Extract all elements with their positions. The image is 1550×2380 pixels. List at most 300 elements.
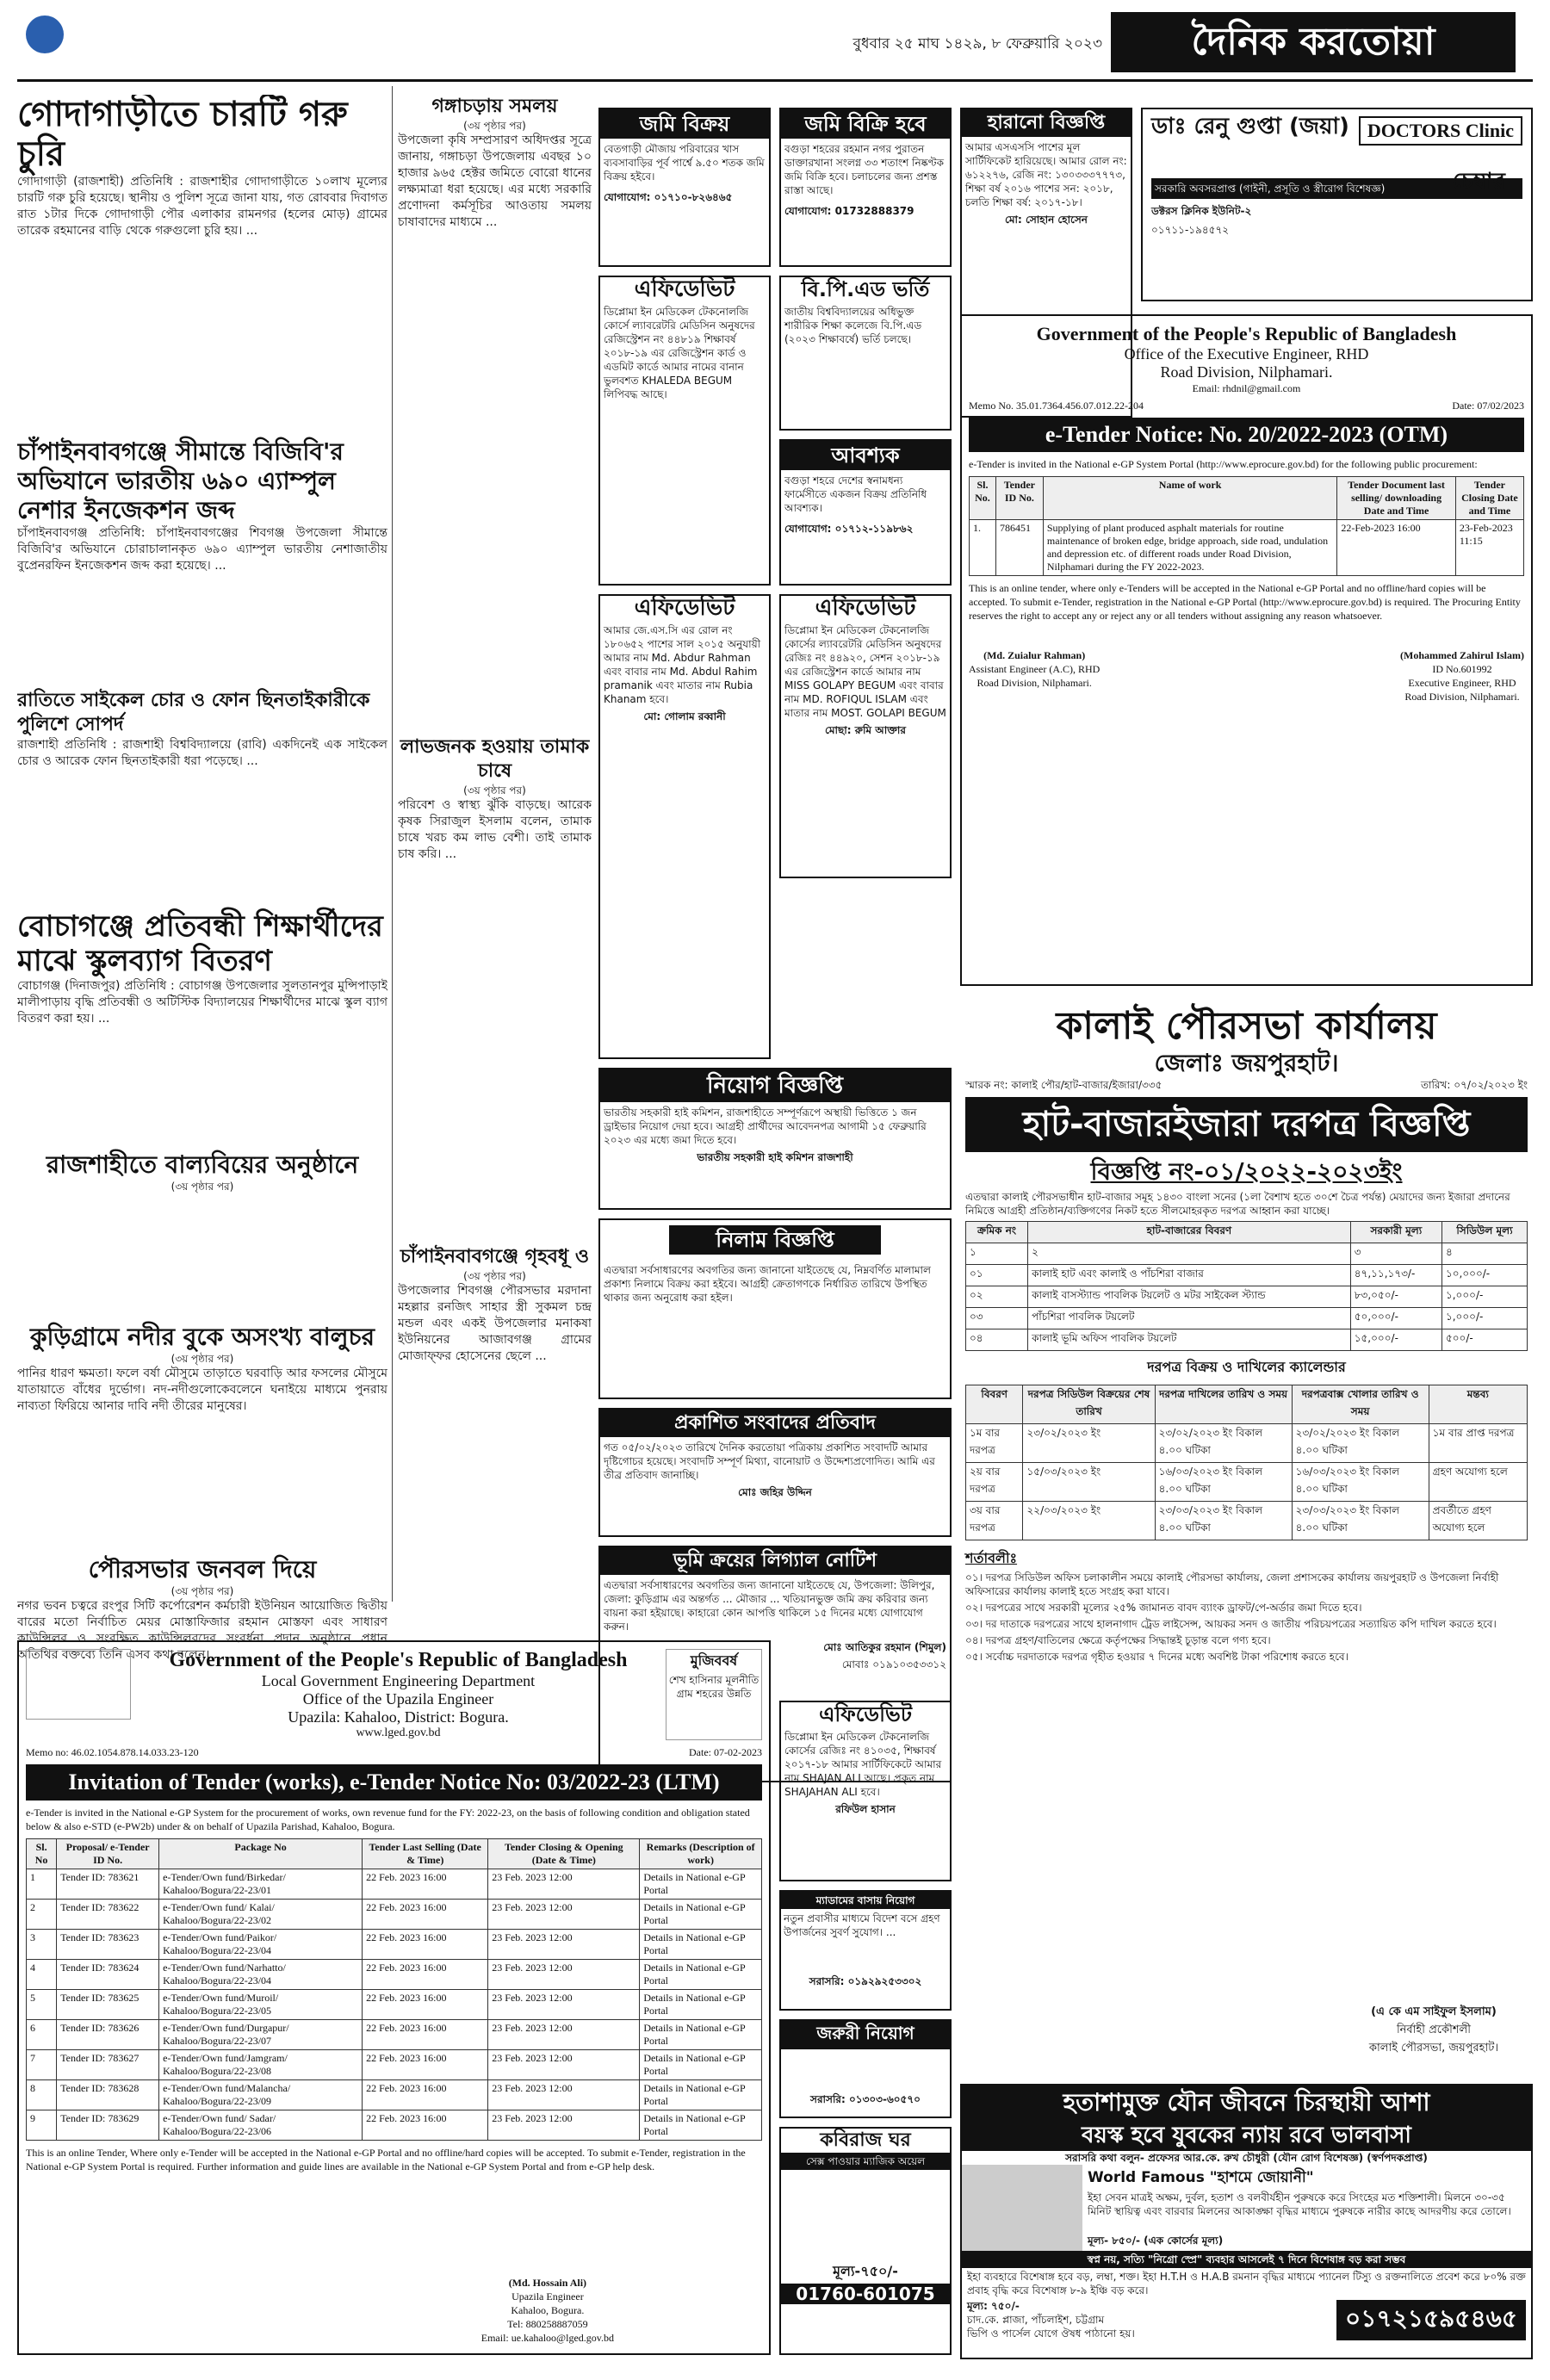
rhd-signer-1-name: (Md. Zuialur Rahman) [983, 649, 1086, 661]
ad-body: এতদ্বারা সর্বসাধারণের অবগতির জন্য জানানো যাইতেছে যে, উপজেলা: উলিপুর, জেলা: কুড়িগ্রাম এর অন্তর্গত ... মৌজার ... খতিয়ানভুক্ত জমি ক্রয় করিবার জন্য বায়না করা হইয়াছে। কাহারো কোন আপত্তি থাকিলে ১৫ দিনের মধ্যে যোগাযোগ করুন। [604, 1579, 935, 1633]
rhd-signer-1-office: Road Division, Nilphamari. [976, 677, 1092, 689]
headline-child-marriage: রাজশাহীতে বাল্যবিয়ের অনুষ্ঠানে [46, 1150, 359, 1179]
ad-phone: 01760-601075 [781, 2284, 950, 2304]
product-name: World Famous "হাশমে জোয়ানী" [1088, 2169, 1314, 2186]
ad-headline: হতাশামুক্ত যৌন জীবনে চিরস্থায়ী আশা [962, 2086, 1531, 2120]
ad-signer: মো: সোহান হোসেন [1005, 214, 1088, 226]
rhd-intro: e-Tender is invited in the National e-GP System Portal (http://www.eprocure.gov.bd) for the following public procurement: [969, 458, 1478, 470]
rhd-gov: Government of the People's Republic of Bangladesh [1036, 323, 1457, 344]
kalai-calendar-cell: ৩য় বার দরপত্র [966, 1502, 1023, 1540]
kalai-market-cell: ৪ [1442, 1243, 1527, 1265]
table-row [966, 1329, 1528, 1351]
table-row [966, 1308, 1528, 1329]
kalai-notice-no: বিজ্ঞপ্তি নং-০১/২০২২-২০২৩ইং [1090, 1157, 1403, 1186]
continuation-note: (৩য় পৃষ্ঠার পর) [463, 1270, 526, 1282]
lged-cell: e-Tender/Own fund/Paikor/ Kahaloo/Bogura/22-23/04 [159, 1930, 363, 1960]
headline-bochaganj: বোচাগঞ্জে প্রতিবন্ধী শিক্ষার্থীদের মাঝে স্কুলব্যাগ বিতরণ [17, 909, 383, 978]
kalai-term-item: ০২। দরপত্রের সাথে সরকারী মূল্যের ২৫% জামানত বাবদ ব্যাংক ড্রাফট/পে-অর্ডার জমা দিতে হবে। [965, 1602, 1362, 1614]
lged-cell: Tender ID: 783626 [57, 2020, 159, 2050]
ad-band: স্বপ্ন নয়, সত্যি "নিগ্রো স্প্রে" ব্যবহার আসলেই ৭ দিনে বিশেষাঙ্গ বড় করা সম্ভব [962, 2251, 1531, 2268]
lged-cell: Details in National e-GP Portal [640, 2080, 762, 2110]
rhd-cell: 786451 [995, 520, 1043, 576]
ad-body: ডিপ্লোমা ইন মেডিকেল টেকনোলজি কোর্সে ল্যাবরেটরি মেডিসিন অনুষদের রেজিস্ট্রেশন নং ৪৪৮১৯ শিক্ষাবর্ষ ২০১৮-১৯ এর রেজিস্ট্রেশন কার্ড ও এডমিট কার্ডে আমার নামের বানান ভুলবশত KHALEDA BEGUM লিপিবদ্ধ আছে। [604, 306, 755, 400]
lged-cell: e-Tender/Own fund/Jamgram/ Kahaloo/Bogura/22-23/08 [159, 2050, 363, 2080]
kalai-terms-title: শর্তাবলীঃ [965, 1550, 1018, 1566]
ad-affidavit-golapy [779, 594, 952, 878]
column-news-2 [398, 95, 592, 1602]
ad-phone: যোগাযোগ: ০১৭১২-১১৯৮৬২ [784, 523, 914, 535]
kalai-calendar-cell: প্রবর্তীতে গ্রহণ অযোগ্য হলে [1429, 1502, 1527, 1540]
notice-kalai-lease [960, 999, 1533, 2075]
ad-title: জমি বিক্রয় [600, 109, 769, 139]
ad-signer: মোঃ আতিকুর রহমান (শিমুল) [823, 1641, 946, 1653]
lged-cell: 23 Feb. 2023 12:00 [488, 1960, 640, 1990]
kalai-calendar-cell: ২৩/০২/২০২৩ ইং [1023, 1424, 1155, 1463]
lged-tender-table [26, 1838, 762, 2141]
lged-cell: 22 Feb. 2023 16:00 [363, 2080, 488, 2110]
table-row [27, 2020, 762, 2050]
kalai-calendar-cell: ২৩/০৩/২০২৩ ইং বিকাল ৪.০০ ঘটিকা [1155, 1502, 1292, 1540]
lged-header-cell: Package No [159, 1839, 363, 1869]
table-row [27, 1990, 762, 2020]
lged-office: Office of the Upazila Engineer [302, 1690, 494, 1708]
kalai-banner: হাট-বাজারইজারা দরপত্র বিজ্ঞপ্তি [965, 1097, 1528, 1152]
rhd-header-cell: Tender Closing Date and Time [1455, 477, 1523, 520]
rhd-header-cell: Tender ID No. [995, 477, 1043, 520]
rhd-header-cell: Name of work [1043, 477, 1337, 520]
ad-land-sale [598, 108, 771, 267]
ad-title: হারানো বিজ্ঞপ্তি [962, 109, 1131, 137]
kalai-calendar-cell: ১ম বার প্রাপ্ত দরপত্র [1429, 1424, 1527, 1463]
kalai-signer-role: নির্বাহী প্রকৌশলী [1396, 2024, 1471, 2036]
lged-cell: e-Tender/Own fund/Muroil/ Kahaloo/Bogura/22-23/05 [159, 1990, 363, 2020]
kalai-calendar-cell: ১৬/০৩/২০২৩ ইং বিকাল ৪.০০ ঘটিকা [1292, 1463, 1429, 1502]
ad-affidavit-shajahan [779, 1701, 952, 1881]
ad-body: আমার জে.এস.সি এর রোল নং ১৮০৬৫২ পাশের সাল ২০১৫ অনুযায়ী আমার নাম Md. Abdur Rahman এবং বাবার নাম Md. Abdul Rahim pramanik এবং মাতার নাম Rubia Khanam হবে। [604, 624, 761, 705]
ad-phone: সরাসরি: ০১৯২৯২৫৩৩০২ [809, 1975, 922, 1987]
table-row [966, 1286, 1528, 1308]
header-divider [17, 79, 1533, 82]
spray-phone: ০১৭২১৫৯৫৪৬৫ [1336, 2300, 1526, 2340]
lged-email: Email: ue.kahaloo@lged.gov.bd [480, 2332, 614, 2344]
lged-footer: This is an online Tender, Where only e-Tender will be accepted in the National e-GP Portal and no offline/hard copies will be accepted. To submit e-Tender, registration in the National e-GP System Portal is required. Further information and guide lines are available in the National e-GP System Portal and from e-GP help desk. [26, 2147, 746, 2172]
kalai-calendar-header-cell: মন্তব্য [1429, 1385, 1527, 1424]
ad-price: মূল্য-৭৫০/- [833, 2263, 898, 2279]
lged-cell: Tender ID: 783622 [57, 1900, 159, 1930]
lged-memo: Memo no: 46.02.1054.878.14.033.23-120 [26, 1746, 199, 1758]
lged-cell: Tender ID: 783621 [57, 1869, 159, 1900]
article-gangachara-body: উপজেলা কৃষি সম্প্রসারণ অধিদপ্তর সূত্রে জানায়, গঙ্গাচড়া উপজেলায় এবছর ১০ হাজার ৯৬৫ হেক্টর জমিতে বোরো ধানের লক্ষ্যমাত্রা ধরা হয়েছে। এর মধ্যে সরকারি প্রণোদনা কর্মসূচির আওতায় সমলয় চাষাবাদের মাধ্যমে ... [398, 133, 592, 229]
lged-cell: e-Tender/Own fund/ Sadar/ Kahaloo/Bogura/22-23/06 [159, 2110, 363, 2141]
notice-recruitment [598, 1068, 952, 1210]
doctor-specialty: সরকারি অবসরপ্রাপ্ত (গাইনী, প্রসূতি ও স্ত্রীরোগ বিশেষজ্ঞ) [1151, 178, 1522, 199]
kalai-market-cell: ৮৩,০৫০/- [1350, 1286, 1442, 1308]
lged-cell: 23 Feb. 2023 12:00 [488, 1900, 640, 1930]
table-row [27, 1930, 762, 1960]
article-tobacco-body: পরিবেশ ও স্বাস্থ্য ঝুঁকি বাড়ছে। আরেক কৃষক সিরাজুল ইসলাম বলেন, তামাক চাষে খরচ কম লাভ বেশী। তাই তামাক চাষ করি। ... [398, 798, 592, 861]
article-godagari-body: গোদাগাড়ী (রাজশাহী) প্রতিনিধি : রাজশাহীর গোদাগাড়ীতে ১০লাখ মূল্যের চারটি গরু চুরি হয়েছে। স্থানীয় ও পুলিশ সূত্রে জানা যায়, গত রোববার দিবাগত রাত ১টার দিকে গোদাগাড়ী পৌর এলাকার রামনগর (হলের মোড়) গ্রামের তারেক রহমানের বাড়ি থেকে গরুগুলো চুরি হয়। ... [17, 175, 388, 238]
ad-title: নিলাম বিজ্ঞপ্তি [669, 1225, 881, 1255]
kalai-term-item: ০৩। দর দাতাকে দরপত্রের সাথে হালনাগাদ ট্রেড লাইসেন্স, আয়কর সনদ ও জাতীয় পরিচয়পত্রের সত্যায়িত কপি দাখিল করতে হবে। [965, 1618, 1497, 1630]
table-row [27, 2110, 762, 2141]
rhd-email: Email: rhdnil@gmail.com [1192, 382, 1301, 394]
kalai-market-cell: ৫০০/- [1442, 1329, 1527, 1351]
lged-cell: 22 Feb. 2023 16:00 [363, 1869, 488, 1900]
lged-notice-title: Invitation of Tender (works), e-Tender Notice No: 03/2022-23 (LTM) [26, 1764, 762, 1800]
ad-phone: যোগাযোগ: 01732888379 [784, 205, 914, 217]
lged-cell: Tender ID: 783625 [57, 1990, 159, 2020]
lged-cell: 4 [27, 1960, 57, 1990]
lged-cell: 23 Feb. 2023 12:00 [488, 1930, 640, 1960]
rhd-cell: Supplying of plant produced asphalt materials for routine maintenance of broken edge, bridge approach, side road, undulation and depression etc. of different roads under Road Division, Nilphamari during the FY 2022-2023. [1043, 520, 1337, 576]
kalai-date: তারিখ: ০৭/০২/২০২৩ ইং [1421, 1079, 1528, 1091]
kalai-market-cell: ৩ [1350, 1243, 1442, 1265]
headline-godagari: গোদাগাড়ীতে চারটি গরু চুরি [17, 95, 348, 174]
ad-body: ডিপ্লোমা ইন মেডিকেল টেকনোলজি কোর্সের ল্যাবরেটরি মেডিসিন অনুষদের রেজিঃ নং ৪৪৯২০, সেশন ২০১৮-১৯ এর রেজিস্ট্রেশন কার্ডে আমার নাম MISS GOLAPY BEGUM এবং বাবার নাম MD. ROFIQUL ISLAM এবং মাতার নাম MOST. GOLAPI BEGUM [784, 624, 946, 719]
lged-cell: 6 [27, 2020, 57, 2050]
kalai-market-cell: ১০,০০০/- [1442, 1265, 1527, 1286]
kalai-term-item: ০৫। সর্বোচ্চ দরদাতাকে দরপত্র গৃহীত হওয়ার ৭ দিনের মধ্যে অবশিষ্ট টাকা পরিশোধ করতে হবে। [965, 1651, 1348, 1663]
lged-cell: 1 [27, 1869, 57, 1900]
kalai-calendar-cell: ২য় বার দরপত্র [966, 1463, 1023, 1502]
kalai-market-cell: ৪৭,১১,১৭৩/- [1350, 1265, 1442, 1286]
ad-land-sale-2 [779, 108, 952, 267]
lged-cell: Details in National e-GP Portal [640, 2050, 762, 2080]
ad-title: আবশ্যক [781, 441, 950, 470]
lged-cell: 22 Feb. 2023 16:00 [363, 1990, 488, 2020]
kalai-market-table [965, 1221, 1528, 1351]
doctor-phone: ০১৭১১-১৯৪৫৭২ [1151, 224, 1230, 236]
kalai-memo: স্মারক নং: কালাই পৌর/হাট-বাজার/ইজারা/৩৩৫ [965, 1079, 1162, 1091]
table-row [966, 1463, 1528, 1502]
table-row [27, 1900, 762, 1930]
article-housewife-body: উপজেলার শিবগঞ্জ পৌরসভার মরদানা মহল্লার রনজিৎ সাহার স্ত্রী সুকমল চন্দ্র মন্ডল এবং একই উপজেলার মনাকষা ইউনিয়নের আজাবগঞ্জ গ্রামের মোজাফ্ফর হোসেনের ছেলে ... [398, 1284, 592, 1363]
article-bgb-body: চাঁপাইনবাবগঞ্জ প্রতিনিধি: চাঁপাইনবাবগঞ্জের শিবগঞ্জ উপজেলা সীমান্তে বিজিবি'র অভিযানে চোরাচালানকৃত ৬৯০ এ্যাম্পুল ভারতীয় নেশাজাতীয় বুপ্রেনরফিন ইনজেকশন জব্দ করা হয়েছে। ... [17, 526, 388, 573]
lged-header-cell: Tender Closing & Opening (Date & Time) [488, 1839, 640, 1869]
kalai-market-cell: কালাই বাসস্ট্যান্ড পাবলিক টয়লেট ও মটর সাইকেল স্ট্যান্ড [1028, 1286, 1351, 1308]
ad-signer: মোঃ জহির উদ্দিন [738, 1486, 812, 1498]
kalai-signer-office: কালাই পৌরসভা, জয়পুরহাট। [1368, 2042, 1498, 2055]
spray-description: ইহা ব্যবহারে বিশেষাঙ্গ হবে বড়, লম্বা, শক্ত। ইহা H.T.H ও H.A.B রমনান বৃদ্ধির মাধ্যমে প্যানেল টিস্যু ও রক্তনালিতে প্রবেশ করে ৮০% রক্ত প্রবাহ বৃদ্ধি করে বিশেষাঙ্গ ৮-৯ ইঞ্চি বড় করে। [967, 2271, 1526, 2296]
kalai-market-cell: ২ [1028, 1243, 1351, 1265]
kalai-signer-name: (এ কে এম সাইফুল ইসলাম) [1371, 2005, 1497, 2018]
ad-title: ম্যাডামের বাসায় নিয়োগ [781, 1892, 950, 1909]
kalai-market-cell: ০২ [966, 1286, 1028, 1308]
ad-phone: সরাসরি: ০১৩০৩-৬০৫৭০ [810, 2093, 921, 2105]
spray-price: মূল্য: ৭৫০/- [967, 2300, 1020, 2312]
kalai-market-header-cell: হাট-বাজারের বিবরণ [1028, 1222, 1351, 1243]
rhd-cell: 1. [970, 520, 996, 576]
article-bochaganj-body: বোচাগঞ্জ (দিনাজপুর) প্রতিনিধি : বোচাগঞ্জ উপজেলার সুলতানপুর মুন্সিপাড়াই মালীপাড়ায় বৃদ্ধি প্রতিবন্ধী ও অটিস্টিক বিদ্যালয়ের শিক্ষার্থীদের মাঝে স্কুল ব্যাগ বিতরণ করা হয়। ... [17, 979, 388, 1026]
ad-signer: মো: গোলাম রব্বানী [643, 710, 726, 722]
kalai-calendar-header-cell: দরপত্র দাখিলের তারিখ ও সময় [1155, 1385, 1292, 1424]
kalai-calendar-cell: ২৩/০২/২০২৩ ইং বিকাল ৪.০০ ঘটিকা [1155, 1424, 1292, 1463]
product-description: ইহা সেবন মাত্রই অক্ষম, দুর্বল, হতাশ ও বলবীর্যহীন পুরুষকে করে সিংহের মত শক্তিশালী। মিলনে ৩০-৩৫ মিনিট স্থায়িত্ব এবং বারবার মিলনের আকাঙ্ক্ষা বৃদ্ধির মাধ্যমে পুরুষকে নারীর কাছে আদরণীয় করে তোলে। [1088, 2191, 1511, 2217]
kalai-market-cell: ১,০০০/- [1442, 1308, 1527, 1329]
lged-header-cell: Proposal/ e-Tender ID No. [57, 1839, 159, 1869]
kalai-market-header-cell: ক্রমিক নং [966, 1222, 1028, 1243]
chamber-label: চেম্বার [1452, 169, 1505, 195]
notice-rhd-tender [960, 314, 1533, 986]
kalai-market-cell: ০৩ [966, 1308, 1028, 1329]
lged-cell: Details in National e-GP Portal [640, 1900, 762, 1930]
product-image [962, 2165, 1082, 2251]
headline-gangachara: গঙ্গাচড়ায় সমলয় [431, 96, 558, 117]
kalai-term-item: ০৪। দরপত্র গ্রহণ/বাতিলের ক্ষেত্রে কর্তৃপক্ষের সিদ্ধান্তই চূড়ান্ত বলে গণ্য হবে। [965, 1634, 1271, 1646]
ad-urgent-job [779, 2019, 952, 2118]
rhd-signer-2-role: Executive Engineer, RHD [1408, 677, 1516, 689]
notice-auction [598, 1218, 952, 1399]
table-row [27, 1960, 762, 1990]
ad-title: এফিডেভিট [815, 595, 916, 621]
lged-cell: e-Tender/Own fund/Durgapur/ Kahaloo/Bogura/22-23/07 [159, 2020, 363, 2050]
ad-contact: সরাসরি কথা বলুন- প্রফেসর আর.কে. রুখ চৌধুরী (যৌন রোগ বিশেষজ্ঞ) (স্বর্ণপদকপ্রাপ্ত) [1065, 2152, 1428, 2164]
ad-kobiraj [779, 2127, 952, 2355]
ad-subheadline: বয়স্ক হবে যুবকের ন্যায় রবে ভালবাসা [962, 2120, 1531, 2151]
kalai-market-cell: ৫০,০০০/- [1350, 1308, 1442, 1329]
ad-signer: মোছা: রুমি আক্তার [825, 724, 906, 736]
lged-cell: 23 Feb. 2023 12:00 [488, 2050, 640, 2080]
headline-housewife: চাঁপাইনবাবগঞ্জে গৃহবধূ ও [400, 1246, 590, 1267]
lged-dept: Local Government Engineering Department [261, 1672, 536, 1689]
lged-cell: Details in National e-GP Portal [640, 1930, 762, 1960]
table-row [966, 1424, 1528, 1463]
kalai-subtitle: জেলাঃ জয়পুরহাট। [1154, 1049, 1339, 1077]
notice-rejoinder [598, 1408, 952, 1537]
ad-wanted [779, 439, 952, 586]
headline-tobacco: লাভজনক হওয়ায় তামাক চাষে [400, 736, 590, 782]
mujib-badge: মুজিববর্ষ [690, 1652, 738, 1669]
rhd-tender-table [969, 476, 1524, 576]
notice-lged-tender [17, 1640, 771, 2355]
lged-header-cell: Tender Last Selling (Date & Time) [363, 1839, 488, 1869]
lged-cell: 23 Feb. 2023 12:00 [488, 2080, 640, 2110]
kalai-market-cell: কালাই হাট এবং কালাই ও পাঁচশিরা বাজার [1028, 1265, 1351, 1286]
rhd-header-cell: Sl. No. [970, 477, 996, 520]
table-row [27, 1869, 762, 1900]
kalai-calendar-header-cell: দরপত্র সিডিউল বিক্রয়ের শেষ তারিখ [1023, 1385, 1155, 1424]
rhd-header-cell: Tender Document last selling/ downloading Date and Time [1337, 477, 1455, 520]
lged-cell: 22 Feb. 2023 16:00 [363, 1930, 488, 1960]
ad-body: গত ০৫/০২/২০২৩ তারিখে দৈনিক করতোয়া পত্রিকায় প্রকাশিত সংবাদটি আমার দৃষ্টিগোচর হয়েছে। সংবাদটি সম্পূর্ণ মিথ্যা, বানোয়াট ও উদ্দেশ্যপ্রণোদিত। আমি এর তীব্র প্রতিবাদ জানাচ্ছি। [604, 1441, 935, 1481]
rhd-signer-2-id: ID No.601992 [1432, 663, 1492, 675]
column-news-1 [17, 95, 388, 1705]
article-municipality-body: নগর ভবন চত্বরে রংপুর সিটি কর্পোরেশন কর্মচারী ইউনিয়ন আয়োজিত দ্বিতীয় বারের মতো নির্বাচিত মেয়র মোস্তাফিজার রহমান মোস্তফা এবং সাধারণ কাউন্সিলর ও সংরক্ষিত কাউন্সিলরদের সংবর্ধনা প্রদান অনুষ্ঠানে প্রধান অতিথির বক্তব্যে তিনি এসব কথা বলেন। ... [17, 1599, 388, 1662]
lged-cell: Tender ID: 783627 [57, 2050, 159, 2080]
continuation-note: (৩য় পৃষ্ঠার পর) [170, 1353, 234, 1365]
kalai-market-cell: ১ [966, 1243, 1028, 1265]
ad-bped-admission [779, 276, 952, 431]
kalai-calendar-header-cell: দরপত্রবাক্স খোলার তারিখ ও সময় [1292, 1385, 1429, 1424]
table-row [970, 520, 1524, 576]
kalai-market-cell: ০৪ [966, 1329, 1028, 1351]
ad-signer: ভারতীয় সহকারী হাই কমিশন রাজশাহী [697, 1151, 853, 1163]
lged-logo-icon [26, 1649, 131, 1720]
lged-cell: 22 Feb. 2023 16:00 [363, 1960, 488, 1990]
kalai-intro: এতদ্বারা কালাই পৌরসভাধীন হাট-বাজার সমূহ ১৪৩০ বাংলা সনের (১লা বৈশাখ হতে ৩০শে চৈত্র পর্যন্ত) মেয়াদের জন্য ইজারা প্রদানের নিমিত্তে আগ্রহী প্রতিষ্ঠান/ব্যক্তিগণের নিকট হতে সীলমোহরকৃত দরপত্র আহ্বান করা যাচ্ছে। [965, 1191, 1510, 1217]
lged-signer-role: Upazila Engineer [512, 2290, 584, 2303]
lged-signer-name: (Md. Hossain Ali) [508, 2277, 587, 2289]
lged-cell: e-Tender/Own fund/Narhatto/ Kahaloo/Bogura/22-23/04 [159, 1960, 363, 1990]
rhd-date: Date: 07/02/2023 [1452, 400, 1524, 412]
lged-cell: 22 Feb. 2023 16:00 [363, 2020, 488, 2050]
ad-title: জরুরী নিয়োগ [781, 2021, 950, 2049]
continuation-note: (৩য় পৃষ্ঠার পর) [170, 1181, 234, 1193]
ad-body: ডিপ্লোমা ইন মেডিকেল টেকনোলজি কোর্সের রেজিঃ নং ৪১০৩৫, শিক্ষাবর্ষ ২০১৭-১৮ আমার সার্টিফিকেটে আমার নাম SHAJAN ALI আছে। প্রকৃত নাম SHAJAHAN ALI হবে। [784, 1731, 942, 1798]
kalai-calendar-table [965, 1385, 1528, 1540]
lged-cell: e-Tender/Own fund/Malancha/ Kahaloo/Bogura/22-23/09 [159, 2080, 363, 2110]
ad-body: নতুন প্রবাসীর মাধ্যমে বিদেশ বসে গ্রহণ উপার্জনের সুবর্ণ সুযোগ। ... [784, 1912, 940, 1938]
lged-cell: 23 Feb. 2023 12:00 [488, 1869, 640, 1900]
kalai-calendar-cell: ২৩/০৩/২০২৩ ইং বিকাল ৪.০০ ঘটিকা [1292, 1502, 1429, 1540]
lged-cell: 2 [27, 1900, 57, 1930]
ad-health-product [960, 2084, 1533, 2359]
lged-tel: Tel: 880258887059 [507, 2318, 588, 2330]
headline-kurigram-river: কুড়িগ্রামে নদীর বুকে অসংখ্য বালুচর [29, 1323, 375, 1351]
kalai-market-cell: ১৫,০০০/- [1350, 1329, 1442, 1351]
article-cycle-body: রাজশাহী প্রতিনিধি : রাজশাহী বিশ্ববিদ্যালয়ে (রাবি) একদিনেই এক সাইকেল চোর ও আরেক ফোন ছিনতাইকারী ধরা পড়েছে। ... [17, 738, 388, 768]
ad-signer: রফিউল হাসান [835, 1803, 896, 1815]
kalai-term-item: ০১। দরপত্র সিডিউল অফিস চলাকালীন সময়ে কালাই পৌরসভা কার্যালয়, জেলা প্রশাসকের কার্যালয় জয়পুরহাট ও উপজেলা নির্বাহী অফিসারের কার্যালয় কালাই হতে সংগ্রহ করা যাবে। [965, 1571, 1499, 1597]
ad-title: বি.পি.এড ভর্তি [801, 277, 930, 301]
rhd-footer: This is an online tender, where only e-Tenders will be accepted in the National e-GP Portal and no offline/hard copies will be accepted. To submit e-Tender, registration in the National e-GP Portal (http://www.eprocure.gov.bd) is required. The Procuring Entity reserves the right to accept any or reject any or all tenders without assigning any reason whatsoever. [969, 582, 1521, 622]
lged-upazila: Upazila: Kahaloo, District: Bogura. [288, 1708, 509, 1726]
table-row [27, 2050, 762, 2080]
headline-bgb-injection: চাঁপাইনবাবগঞ্জে সীমান্তে বিজিবি'র অভিযানে ভারতীয় ৬৯০ এ্যাম্পুল নেশার ইনজেকশন জব্দ [17, 437, 344, 524]
kalai-calendar-title: দরপত্র বিক্রয় ও দাখিলের ক্যালেন্ডার [1147, 1359, 1346, 1375]
lged-cell: 22 Feb. 2023 16:00 [363, 2110, 488, 2141]
lged-cell: Details in National e-GP Portal [640, 1990, 762, 2020]
column-divider [392, 86, 393, 1602]
lged-cell: 9 [27, 2110, 57, 2141]
lged-header-cell: Remarks (Description of work) [640, 1839, 762, 1869]
ad-title: নিয়োগ বিজ্ঞপ্তি [600, 1069, 950, 1102]
rhd-memo: Memo No. 35.01.7364.456.07.012.22-204 [969, 400, 1144, 412]
ad-body: বগুড়া শহরে দেশের স্বনামধন্য ফার্মেসীতে একজন বিক্রয় প্রতিনিধি আবশ্যক। [784, 474, 927, 514]
kalai-market-cell: ১,০০০/- [1442, 1286, 1527, 1308]
masthead-emblem-icon [26, 15, 64, 53]
ad-title: এফিডেভিট [634, 595, 735, 621]
continuation-note: (৩য় পৃষ্ঠার পর) [463, 120, 526, 132]
kalai-market-header-cell: সরকারী মূল্য [1350, 1222, 1442, 1243]
ad-title: প্রকাশিত সংবাদের প্রতিবাদ [600, 1410, 950, 1437]
lged-date: Date: 07-02-2023 [689, 1746, 762, 1758]
ad-body: জাতীয় বিশ্ববিদ্যালয়ের অধিভুক্ত শারীরিক শিক্ষা কলেজে বি.পি.এড (২০২৩ শিক্ষাবর্ষে) ভর্তি চলছে। [784, 306, 922, 345]
ad-title: ভূমি ক্রয়ের লিগ্যাল নোটিশ [600, 1547, 950, 1575]
lged-cell: 8 [27, 2080, 57, 2110]
lged-cell: 7 [27, 2050, 57, 2080]
clinic-name: DOCTORS Clinic [1359, 116, 1522, 146]
lged-header-cell: Sl. No [27, 1839, 57, 1869]
kalai-calendar-cell: ১৬/০৩/২০২৩ ইং বিকাল ৪.০০ ঘটিকা [1155, 1463, 1292, 1502]
ad-body: এতদ্বারা সর্বসাধারণের অবগতির জন্য জানানো যাইতেছে যে, নিম্নবর্ণিত মালামাল প্রকাশ্য নিলামে বিক্রয় করা হইবে। আগ্রহী ক্রেতাগণকে নির্ধারিত তারিখে উপস্থিত থাকার জন্য অনুরোধ করা হইল। [604, 1264, 931, 1304]
article-kurigram-body: পানির ধারণ ক্ষমতা। ফলে বর্ষা মৌসুমে তাড়াতে ঘরবাড়ি আর ফসলের মৌসুমে যাতায়াতে বাঁধের দুর্ভোগ। নদ-নদীগুলোকেবলেনে ঘনাইয়ে মাধ্যমে পুনরায় নাব্যতা ফিরিয়ে আনার দাবি নদী তীরের মানুষের। [17, 1367, 388, 1413]
kalai-market-cell: কালাই ভূমি অফিস পাবলিক টয়লেট [1028, 1329, 1351, 1351]
lged-gov: Government of the People's Republic of Bangladesh [169, 1649, 628, 1671]
lged-cell: 3 [27, 1930, 57, 1960]
lged-cell: Tender ID: 783623 [57, 1930, 159, 1960]
table-row [966, 1243, 1528, 1265]
spray-delivery: ভিপি ও পার্সেল যোগে ঔষধ পাঠানো হয়। [967, 2327, 1135, 2340]
rhd-signer-2-office: Road Division, Nilphamari. [1404, 691, 1520, 703]
ad-body: বেতগাড়ী মৌজায় পরিবারের খাস ব্যবসাবাড়ির পূর্ব পার্শ্বে ৯.৫০ শতক জমি বিক্রয় হইবে। [604, 143, 765, 183]
lged-cell: e-Tender/Own fund/Birkedar/ Kahaloo/Bogura/22-23/01 [159, 1869, 363, 1900]
lged-cell: Details in National e-GP Portal [640, 1869, 762, 1900]
rhd-signer-2-name: (Mohammed Zahirul Islam) [1400, 649, 1524, 661]
lged-cell: Details in National e-GP Portal [640, 2020, 762, 2050]
ad-affidavit-khaleda [598, 276, 771, 586]
rhd-division: Road Division, Nilphamari. [1160, 363, 1333, 381]
ad-title: এফিডেভিট [819, 1702, 912, 1726]
lged-cell: Tender ID: 783628 [57, 2080, 159, 2110]
ad-body: আমার এসএসসি পাশের মূল সার্টিফিকেট হারিয়েছে। আমার রোল নং: ৬১২২৭৬, রেজি নং: ১৩০৩৩৩৭৭৭৩, শিক্ষা বর্ষ ২০১৬ পাশের সন: ২০১৮, চলতি শিক্ষা বর্ষ: ২০১৭-১৮। [965, 141, 1127, 208]
ad-doctor [1141, 108, 1533, 301]
kalai-calendar-cell: গ্রহণ অযোগ্য হলে [1429, 1463, 1527, 1502]
ad-body: বগুড়া শহরের রহমান নগর পুরাতন ডাক্তারখানা সংলগ্ন ৩৩ শতাংশ নিষ্কণ্টক জমি বিক্রি হবে। চলাচলের জন্য প্রশস্ত রাস্তা আছে। [784, 143, 944, 196]
table-row [966, 1265, 1528, 1286]
rhd-cell: 23-Feb-2023 11:15 [1455, 520, 1523, 576]
kalai-market-cell: পাঁচশিরা পাবলিক টয়লেট [1028, 1308, 1351, 1329]
clinic-unit: ডক্টরস ক্লিনিক ইউনিট-২ [1151, 205, 1252, 217]
ad-phone: যোগাযোগ: ০১৭১০-৮২৬৪৬৫ [604, 191, 733, 203]
lged-intro: e-Tender is invited in the National e-GP System for the procurement of works, own revenue fund for the FY: 2022-23, on the basis of following condition and obligation stated below & also e-STD (e-PW2b) under & on behalf of Upazila Parishad, Kahaloo, Bogura. [26, 1807, 750, 1832]
lged-cell: Tender ID: 783624 [57, 1960, 159, 1990]
headline-municipality-staff: পৌরসভার জনবল দিয়ে [88, 1555, 317, 1584]
kalai-calendar-cell: ২৩/০২/২০২৩ ইং বিকাল ৪.০০ ঘটিকা [1292, 1424, 1429, 1463]
kalai-calendar-header-cell: বিবরণ [966, 1385, 1023, 1424]
lged-cell: 5 [27, 1990, 57, 2020]
product-price: মূল্য- ৮৫০/- (এক কোর্সের মূল্য) [1088, 2234, 1224, 2247]
continuation-note: (৩য় পৃষ্ঠার পর) [463, 784, 526, 796]
ad-title: এফিডেভিট [634, 276, 735, 302]
ad-title: জমি বিক্রি হবে [781, 109, 950, 139]
lged-cell: Details in National e-GP Portal [640, 2110, 762, 2141]
kalai-calendar-cell: ১৫/০৩/২০২৩ ইং [1023, 1463, 1155, 1502]
ad-affidavit-rahman [598, 594, 771, 1059]
ad-phone: মোবাঃ ০১৯১০৩৫৩৩১২ [841, 1658, 946, 1670]
lged-cell: 23 Feb. 2023 12:00 [488, 2110, 640, 2141]
kalai-calendar-cell: ২২/০৩/২০২৩ ইং [1023, 1502, 1155, 1540]
lged-cell: Tender ID: 783629 [57, 2110, 159, 2141]
rhd-cell: 22-Feb-2023 16:00 [1337, 520, 1455, 576]
kalai-market-cell: ০১ [966, 1265, 1028, 1286]
kalai-terms-list [965, 1571, 1528, 1664]
ad-subtitle: সেক্স পাওয়ার ম্যাজিক অয়েল [781, 2153, 950, 2170]
ad-madam-job [779, 1890, 952, 2011]
ad-title: কবিরাজ ঘর [820, 2129, 911, 2151]
rhd-signer-1-role: Assistant Engineer (A.C), RHD [969, 663, 1100, 675]
lged-signer-place: Kahaloo, Bogura. [511, 2304, 585, 2316]
table-row [966, 1502, 1528, 1540]
lged-cell: Details in National e-GP Portal [640, 1960, 762, 1990]
lged-website: www.lged.gov.bd [356, 1726, 441, 1739]
masthead-logo: দৈনিক করতোয়া [1111, 12, 1516, 72]
lged-cell: 23 Feb. 2023 12:00 [488, 1990, 640, 2020]
lged-cell: 23 Feb. 2023 12:00 [488, 2020, 640, 2050]
headline-cycle-thief: রাতিতে সাইকেল চোর ও ফোন ছিনতাইকারীকে পুলিশে সোপর্দ [17, 690, 370, 735]
spray-address: চাদ.কে. প্লাজা, পাঁচলাইশ, চট্টগ্রাম [967, 2314, 1105, 2326]
lged-cell: 22 Feb. 2023 16:00 [363, 2050, 488, 2080]
kalai-market-header-cell: সিডিউল মূল্য [1442, 1222, 1527, 1243]
lged-cell: e-Tender/Own fund/ Kalai/ Kahaloo/Bogura/22-23/02 [159, 1900, 363, 1930]
rhd-notice-title: e-Tender Notice: No. 20/2022-2023 (OTM) [969, 418, 1524, 452]
issue-date: বুধবার ২৫ মাঘ ১৪২৯, ৮ ফেব্রুয়ারি ২০২৩ [852, 35, 1102, 53]
kalai-title: কালাই পৌরসভা কার্যালয় [1056, 1004, 1437, 1048]
mujib-badge-caption: শেখ হাসিনার মূলনীতি গ্রাম শহরের উন্নতি [668, 1674, 760, 1700]
rhd-office: Office of the Executive Engineer, RHD [1124, 345, 1369, 363]
doctor-name: ডাঃ রেনু গুপ্তা (জয়া) [1151, 114, 1349, 139]
lged-cell: 22 Feb. 2023 16:00 [363, 1900, 488, 1930]
